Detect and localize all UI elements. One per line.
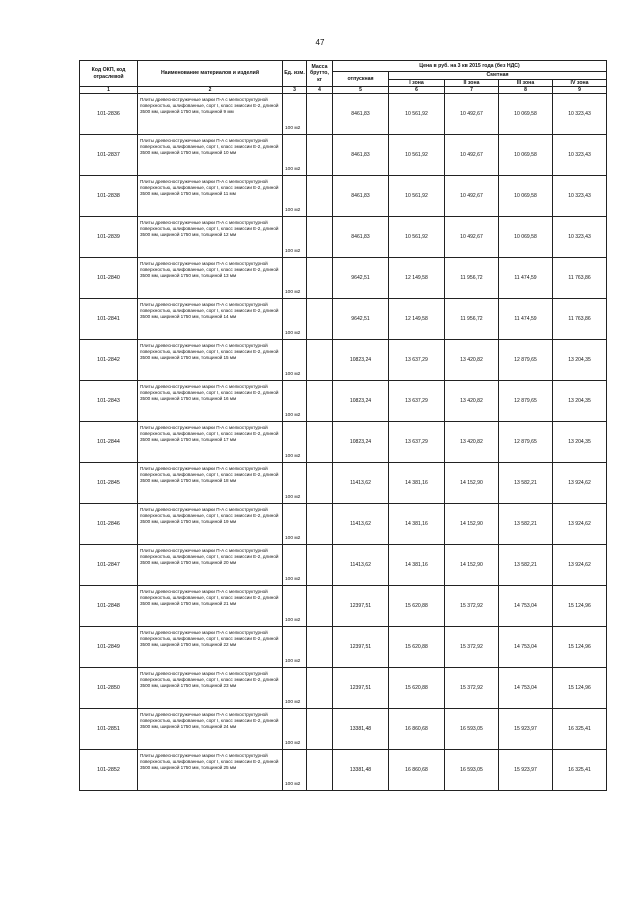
cell-zone-4-price: 15 124,96 xyxy=(553,627,607,668)
cell-unit: 100 м2 xyxy=(283,340,307,381)
cell-zone-3-price: 11 474,59 xyxy=(499,299,553,340)
cell-zone-3-price: 15 923,97 xyxy=(499,709,553,750)
cell-name: Плиты древесностружечные марки П-А с мелкоструктурной поверхностью, шлифованные, сорт I, класс эмиссии Е-2, длиной 3500 мм, шириной 1750 мм, толщиной 17 мм xyxy=(138,422,283,463)
col-number: 2 xyxy=(138,87,283,94)
table-row xyxy=(80,381,607,422)
cell-release-price: 8461,83 xyxy=(333,135,389,176)
cell-zone-2-price: 10 492,67 xyxy=(445,176,499,217)
cell-release-price: 11413,62 xyxy=(333,504,389,545)
cell-zone-2-price: 16 593,05 xyxy=(445,709,499,750)
cell-zone-3-price: 14 753,04 xyxy=(499,668,553,709)
cell-release-price: 8461,83 xyxy=(333,176,389,217)
cell-release-price: 13381,48 xyxy=(333,709,389,750)
cell-zone-4-price: 13 204,35 xyxy=(553,381,607,422)
header-zone-3: III зона xyxy=(499,79,553,87)
table-row xyxy=(80,422,607,463)
col-number: 5 xyxy=(333,87,389,94)
cell-zone-3-price: 13 582,21 xyxy=(499,504,553,545)
cell-mass xyxy=(307,299,333,340)
cell-code: 101-2842 xyxy=(80,340,138,381)
table-row xyxy=(80,340,607,381)
cell-zone-3-price: 10 069,58 xyxy=(499,176,553,217)
table-row xyxy=(80,135,607,176)
cell-unit: 100 м2 xyxy=(283,463,307,504)
cell-release-price: 10823,24 xyxy=(333,422,389,463)
cell-zone-4-price: 10 323,43 xyxy=(553,135,607,176)
cell-unit: 100 м2 xyxy=(283,586,307,627)
cell-release-price: 10823,24 xyxy=(333,381,389,422)
cell-zone-3-price: 10 069,58 xyxy=(499,217,553,258)
cell-zone-3-price: 13 582,21 xyxy=(499,463,553,504)
header-code: Код ОКП, код отраслевой xyxy=(80,61,138,87)
cell-zone-2-price: 15 372,92 xyxy=(445,586,499,627)
cell-code: 101-2844 xyxy=(80,422,138,463)
cell-zone-4-price: 11 763,86 xyxy=(553,299,607,340)
cell-zone-3-price: 12 879,65 xyxy=(499,381,553,422)
cell-release-price: 11413,62 xyxy=(333,545,389,586)
col-number: 1 xyxy=(80,87,138,94)
col-number: 4 xyxy=(307,87,333,94)
cell-zone-1-price: 14 381,16 xyxy=(389,463,445,504)
cell-mass xyxy=(307,545,333,586)
cell-code: 101-2850 xyxy=(80,668,138,709)
cell-mass xyxy=(307,586,333,627)
cell-zone-2-price: 10 492,67 xyxy=(445,217,499,258)
cell-zone-1-price: 14 381,16 xyxy=(389,504,445,545)
cell-zone-3-price: 15 923,97 xyxy=(499,750,553,791)
cell-zone-2-price: 13 420,82 xyxy=(445,422,499,463)
cell-zone-2-price: 14 152,90 xyxy=(445,463,499,504)
cell-code: 101-2843 xyxy=(80,381,138,422)
cell-release-price: 12397,51 xyxy=(333,668,389,709)
cell-zone-2-price: 10 492,67 xyxy=(445,135,499,176)
table-header xyxy=(80,61,607,94)
cell-name: Плиты древесностружечные марки П-А с мелкоструктурной поверхностью, шлифованные, сорт I, класс эмиссии Е-2, длиной 3500 мм, шириной 1750 мм, толщиной 12 мм xyxy=(138,217,283,258)
cell-zone-4-price: 10 323,43 xyxy=(553,217,607,258)
table-row xyxy=(80,463,607,504)
cell-unit: 100 м2 xyxy=(283,258,307,299)
cell-mass xyxy=(307,94,333,135)
table-row xyxy=(80,504,607,545)
header-zone-1: I зона xyxy=(389,79,445,87)
cell-unit: 100 м2 xyxy=(283,299,307,340)
cell-release-price: 11413,62 xyxy=(333,463,389,504)
col-number: 6 xyxy=(389,87,445,94)
cell-zone-4-price: 16 325,41 xyxy=(553,709,607,750)
cell-code: 101-2836 xyxy=(80,94,138,135)
cell-zone-2-price: 13 420,82 xyxy=(445,340,499,381)
cell-zone-1-price: 12 149,58 xyxy=(389,299,445,340)
cell-name: Плиты древесностружечные марки П-А с мелкоструктурной поверхностью, шлифованные, сорт I, класс эмиссии Е-2, длиной 3500 мм, шириной 1750 мм, толщиной 23 мм xyxy=(138,668,283,709)
cell-mass xyxy=(307,463,333,504)
cell-zone-2-price: 13 420,82 xyxy=(445,381,499,422)
cell-code: 101-2847 xyxy=(80,545,138,586)
cell-zone-3-price: 10 069,58 xyxy=(499,94,553,135)
cell-mass xyxy=(307,504,333,545)
cell-code: 101-2840 xyxy=(80,258,138,299)
cell-name: Плиты древесностружечные марки П-А с мелкоструктурной поверхностью, шлифованные, сорт I, класс эмиссии Е-2, длиной 3500 мм, шириной 1750 мм, толщиной 20 мм xyxy=(138,545,283,586)
cell-release-price: 10823,24 xyxy=(333,340,389,381)
cell-code: 101-2837 xyxy=(80,135,138,176)
cell-name: Плиты древесностружечные марки П-А с мелкоструктурной поверхностью, шлифованные, сорт I, класс эмиссии Е-2, длиной 3500 мм, шириной 1750 мм, толщиной 13 мм xyxy=(138,258,283,299)
cell-zone-2-price: 10 492,67 xyxy=(445,94,499,135)
cell-zone-4-price: 13 924,62 xyxy=(553,545,607,586)
cell-zone-4-price: 10 323,43 xyxy=(553,176,607,217)
cell-zone-1-price: 16 860,68 xyxy=(389,709,445,750)
cell-mass xyxy=(307,381,333,422)
cell-release-price: 8461,83 xyxy=(333,94,389,135)
cell-zone-1-price: 15 620,88 xyxy=(389,586,445,627)
cell-unit: 100 м2 xyxy=(283,504,307,545)
cell-mass xyxy=(307,135,333,176)
cell-zone-1-price: 10 561,92 xyxy=(389,176,445,217)
cell-mass xyxy=(307,258,333,299)
header-name: Наименование материалов и изделий xyxy=(138,61,283,87)
cell-zone-3-price: 13 582,21 xyxy=(499,545,553,586)
cell-name: Плиты древесностружечные марки П-А с мелкоструктурной поверхностью, шлифованные, сорт I, класс эмиссии Е-2, длиной 3500 мм, шириной 1750 мм, толщиной 19 мм xyxy=(138,504,283,545)
cell-code: 101-2838 xyxy=(80,176,138,217)
cell-unit: 100 м2 xyxy=(283,176,307,217)
cell-zone-1-price: 14 381,16 xyxy=(389,545,445,586)
header-estimate: Сметная xyxy=(389,72,607,80)
cell-zone-4-price: 15 124,96 xyxy=(553,668,607,709)
header-price-group: Цена в руб. на 3 кв 2015 года (без НДС) xyxy=(333,61,607,72)
cell-zone-1-price: 12 149,58 xyxy=(389,258,445,299)
cell-name: Плиты древесностружечные марки П-А с мелкоструктурной поверхностью, шлифованные, сорт I, класс эмиссии Е-2, длиной 3500 мм, шириной 1750 мм, толщиной 9 мм xyxy=(138,94,283,135)
cell-unit: 100 м2 xyxy=(283,750,307,791)
cell-zone-3-price: 12 879,65 xyxy=(499,340,553,381)
cell-code: 101-2839 xyxy=(80,217,138,258)
cell-zone-3-price: 14 753,04 xyxy=(499,627,553,668)
cell-release-price: 9642,51 xyxy=(333,299,389,340)
cell-unit: 100 м2 xyxy=(283,422,307,463)
cell-zone-4-price: 13 924,62 xyxy=(553,504,607,545)
header-mass: Масса брутто, кг xyxy=(307,61,333,87)
cell-zone-2-price: 15 372,92 xyxy=(445,627,499,668)
cell-zone-1-price: 13 637,29 xyxy=(389,422,445,463)
table-row xyxy=(80,176,607,217)
cell-zone-1-price: 16 860,68 xyxy=(389,750,445,791)
cell-zone-4-price: 13 204,35 xyxy=(553,422,607,463)
cell-zone-4-price: 11 763,86 xyxy=(553,258,607,299)
cell-code: 101-2848 xyxy=(80,586,138,627)
cell-code: 101-2841 xyxy=(80,299,138,340)
cell-name: Плиты древесностружечные марки П-А с мелкоструктурной поверхностью, шлифованные, сорт I, класс эмиссии Е-2, длиной 3500 мм, шириной 1750 мм, толщиной 25 мм xyxy=(138,750,283,791)
cell-zone-4-price: 10 323,43 xyxy=(553,94,607,135)
cell-zone-1-price: 10 561,92 xyxy=(389,135,445,176)
cell-zone-3-price: 11 474,59 xyxy=(499,258,553,299)
page-number: 47 xyxy=(315,38,325,47)
cell-code: 101-2849 xyxy=(80,627,138,668)
cell-mass xyxy=(307,340,333,381)
cell-code: 101-2852 xyxy=(80,750,138,791)
cell-unit: 100 м2 xyxy=(283,135,307,176)
cell-release-price: 8461,83 xyxy=(333,217,389,258)
cell-mass xyxy=(307,750,333,791)
header-zone-4: IV зона xyxy=(553,79,607,87)
table-row xyxy=(80,299,607,340)
cell-mass xyxy=(307,668,333,709)
col-number: 7 xyxy=(445,87,499,94)
cell-release-price: 12397,51 xyxy=(333,586,389,627)
table-row xyxy=(80,545,607,586)
table-row xyxy=(80,668,607,709)
cell-zone-2-price: 15 372,92 xyxy=(445,668,499,709)
cell-mass xyxy=(307,627,333,668)
cell-zone-4-price: 13 924,62 xyxy=(553,463,607,504)
cell-zone-1-price: 10 561,92 xyxy=(389,217,445,258)
cell-zone-1-price: 13 637,29 xyxy=(389,340,445,381)
cell-mass xyxy=(307,217,333,258)
cell-name: Плиты древесностружечные марки П-А с мелкоструктурной поверхностью, шлифованные, сорт I, класс эмиссии Е-2, длиной 3500 мм, шириной 1750 мм, толщиной 21 мм xyxy=(138,586,283,627)
table-body xyxy=(80,94,607,791)
table-row xyxy=(80,94,607,135)
cell-mass xyxy=(307,709,333,750)
cell-zone-2-price: 14 152,90 xyxy=(445,545,499,586)
cell-unit: 100 м2 xyxy=(283,381,307,422)
table-row xyxy=(80,750,607,791)
table-row xyxy=(80,586,607,627)
cell-release-price: 12397,51 xyxy=(333,627,389,668)
col-number: 3 xyxy=(283,87,307,94)
cell-zone-3-price: 10 069,58 xyxy=(499,135,553,176)
cell-zone-2-price: 16 593,05 xyxy=(445,750,499,791)
table-row xyxy=(80,258,607,299)
table-row xyxy=(80,217,607,258)
cell-zone-1-price: 13 637,29 xyxy=(389,381,445,422)
table-row xyxy=(80,627,607,668)
cell-zone-3-price: 12 879,65 xyxy=(499,422,553,463)
cell-code: 101-2846 xyxy=(80,504,138,545)
cell-name: Плиты древесностружечные марки П-А с мелкоструктурной поверхностью, шлифованные, сорт I, класс эмиссии Е-2, длиной 3500 мм, шириной 1750 мм, толщиной 14 мм xyxy=(138,299,283,340)
cell-name: Плиты древесностружечные марки П-А с мелкоструктурной поверхностью, шлифованные, сорт I, класс эмиссии Е-2, длиной 3500 мм, шириной 1750 мм, толщиной 22 мм xyxy=(138,627,283,668)
cell-unit: 100 м2 xyxy=(283,668,307,709)
cell-name: Плиты древесностружечные марки П-А с мелкоструктурной поверхностью, шлифованные, сорт I, класс эмиссии Е-2, длиной 3500 мм, шириной 1750 мм, толщиной 15 мм xyxy=(138,340,283,381)
col-number: 9 xyxy=(553,87,607,94)
cell-unit: 100 м2 xyxy=(283,627,307,668)
cell-zone-1-price: 10 561,92 xyxy=(389,94,445,135)
cell-zone-1-price: 15 620,88 xyxy=(389,627,445,668)
cell-zone-1-price: 15 620,88 xyxy=(389,668,445,709)
header-unit: Ед. изм. xyxy=(283,61,307,87)
cell-zone-4-price: 16 325,41 xyxy=(553,750,607,791)
cell-name: Плиты древесностружечные марки П-А с мелкоструктурной поверхностью, шлифованные, сорт I, класс эмиссии Е-2, длиной 3500 мм, шириной 1750 мм, толщиной 10 мм xyxy=(138,135,283,176)
cell-name: Плиты древесностружечные марки П-А с мелкоструктурной поверхностью, шлифованные, сорт I, класс эмиссии Е-2, длиной 3500 мм, шириной 1750 мм, толщиной 24 мм xyxy=(138,709,283,750)
cell-mass xyxy=(307,176,333,217)
cell-code: 101-2845 xyxy=(80,463,138,504)
cell-zone-4-price: 13 204,35 xyxy=(553,340,607,381)
cell-release-price: 9642,51 xyxy=(333,258,389,299)
cell-zone-3-price: 14 753,04 xyxy=(499,586,553,627)
cell-name: Плиты древесностружечные марки П-А с мелкоструктурной поверхностью, шлифованные, сорт I, класс эмиссии Е-2, длиной 3500 мм, шириной 1750 мм, толщиной 11 мм xyxy=(138,176,283,217)
col-number: 8 xyxy=(499,87,553,94)
cell-unit: 100 м2 xyxy=(283,94,307,135)
table-row xyxy=(80,709,607,750)
cell-name: Плиты древесностружечные марки П-А с мелкоструктурной поверхностью, шлифованные, сорт I, класс эмиссии Е-2, длиной 3500 мм, шириной 1750 мм, толщиной 16 мм xyxy=(138,381,283,422)
cell-name: Плиты древесностружечные марки П-А с мелкоструктурной поверхностью, шлифованные, сорт I, класс эмиссии Е-2, длиной 3500 мм, шириной 1750 мм, толщиной 18 мм xyxy=(138,463,283,504)
cell-code: 101-2851 xyxy=(80,709,138,750)
cell-zone-2-price: 14 152,90 xyxy=(445,504,499,545)
cell-zone-2-price: 11 956,72 xyxy=(445,258,499,299)
price-table xyxy=(79,60,607,791)
cell-unit: 100 м2 xyxy=(283,545,307,586)
cell-zone-4-price: 15 124,96 xyxy=(553,586,607,627)
cell-release-price: 13381,48 xyxy=(333,750,389,791)
cell-mass xyxy=(307,422,333,463)
header-zone-2: II зона xyxy=(445,79,499,87)
cell-unit: 100 м2 xyxy=(283,709,307,750)
cell-zone-2-price: 11 956,72 xyxy=(445,299,499,340)
cell-unit: 100 м2 xyxy=(283,217,307,258)
header-release: отпускная xyxy=(333,72,389,87)
